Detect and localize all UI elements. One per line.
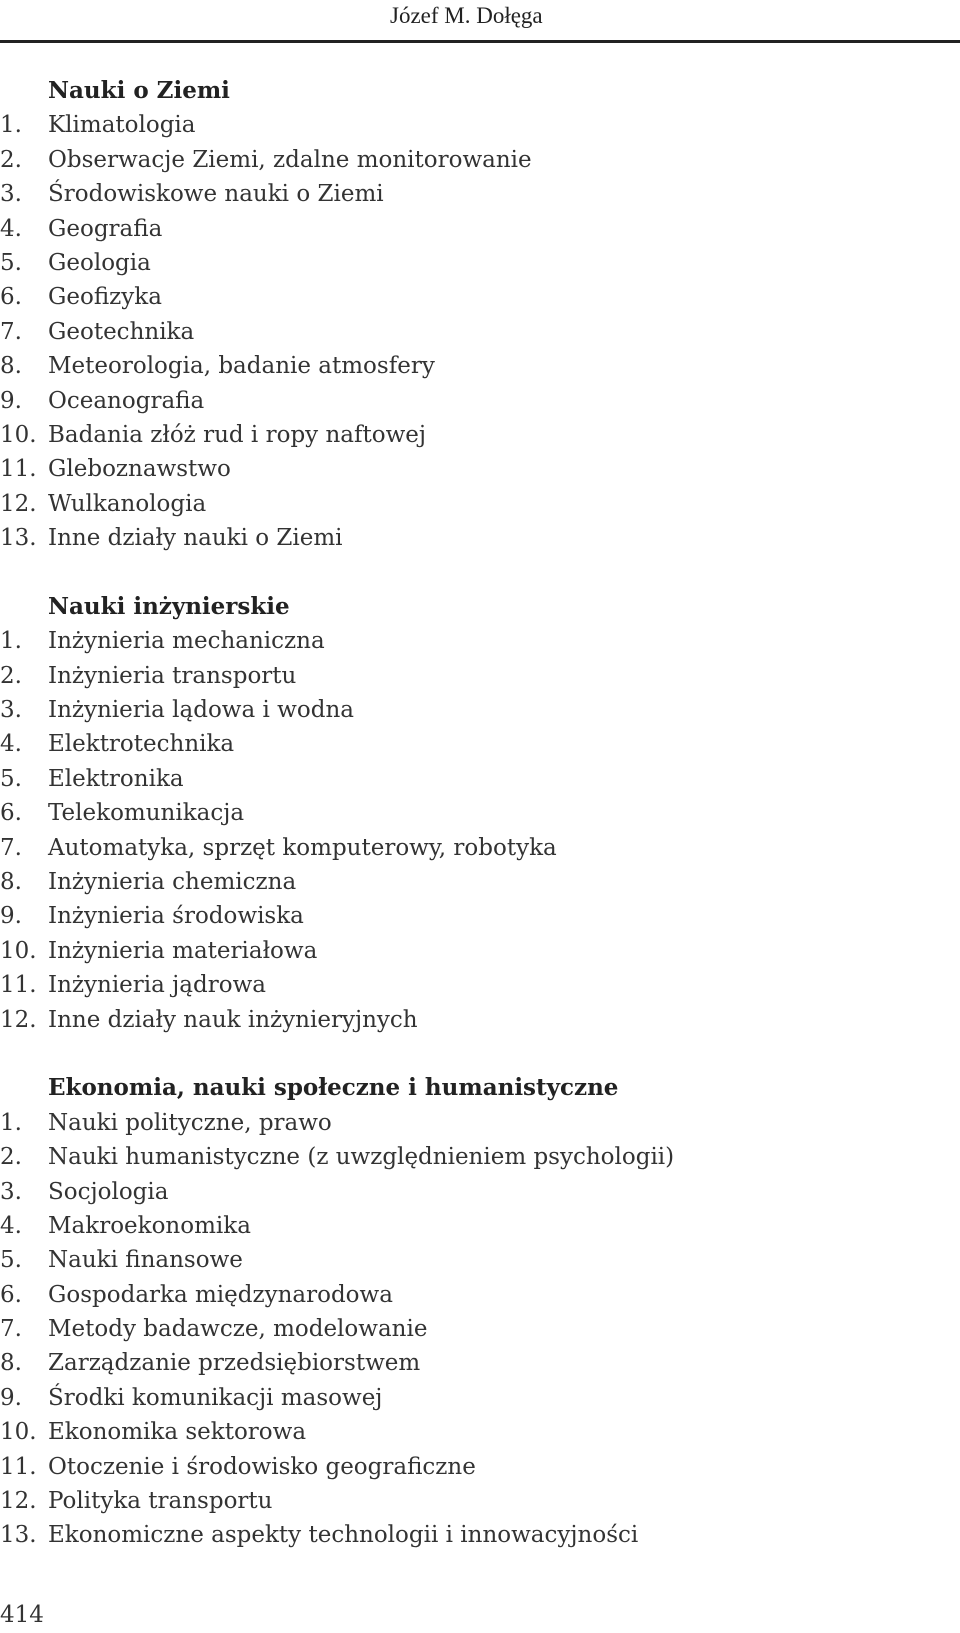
- list-item-text: Elektrotechnika: [48, 731, 235, 758]
- list-item: [0, 659, 960, 693]
- list-item-text: Metody badawcze, modelowanie: [48, 1316, 428, 1343]
- list-item-number: 9.: [0, 903, 22, 930]
- list-item-number: 11.: [0, 456, 37, 483]
- list-item: [0, 1106, 960, 1140]
- list-item: [0, 693, 960, 727]
- list-item: [0, 831, 960, 865]
- list-item: [0, 1140, 960, 1174]
- list-item-text: Socjologia: [48, 1178, 169, 1205]
- page-content: [0, 74, 960, 1553]
- list-item-number: 4.: [0, 215, 22, 242]
- discipline-section: [0, 74, 960, 555]
- list-item-number: 1.: [0, 112, 22, 139]
- list-item-number: 13.: [0, 1522, 37, 1549]
- list-item: [0, 1278, 960, 1312]
- list-item-number: 3.: [0, 181, 22, 208]
- list-item-number: 10.: [0, 421, 37, 448]
- list-item-number: 8.: [0, 868, 22, 895]
- list-item: [0, 143, 960, 177]
- page-number: 414: [0, 1602, 44, 1628]
- section-heading: Ekonomia, nauki społeczne i humanistyczne: [48, 1074, 619, 1102]
- list-item: [0, 968, 960, 1002]
- list-item-text: Ekonomika sektorowa: [48, 1419, 307, 1446]
- list-item: [0, 1518, 960, 1552]
- list-item-text: Inżynieria jądrowa: [48, 972, 266, 999]
- list-item-number: 6.: [0, 284, 22, 311]
- list-item-number: 10.: [0, 1419, 37, 1446]
- list-item-text: Meteorologia, badanie atmosfery: [48, 353, 435, 380]
- list-item-text: Makroekonomika: [48, 1212, 251, 1239]
- list-item-number: 5.: [0, 249, 22, 276]
- list-item-number: 6.: [0, 800, 22, 827]
- list-item-number: 3.: [0, 1178, 22, 1205]
- list-item: [0, 1484, 960, 1518]
- list-item-text: Nauki polityczne, prawo: [48, 1109, 332, 1136]
- list-item-number: 3.: [0, 697, 22, 724]
- list-item-text: Geografia: [48, 215, 163, 242]
- list-item-number: 8.: [0, 353, 22, 380]
- list-item: [0, 1209, 960, 1243]
- list-item: [0, 1175, 960, 1209]
- list-item-text: Geotechnika: [48, 318, 195, 345]
- list-item: [0, 1346, 960, 1380]
- list-item: [0, 1312, 960, 1346]
- list-item-text: Inżynieria lądowa i wodna: [48, 697, 354, 724]
- list-item-number: 7.: [0, 318, 22, 345]
- list-item: [0, 452, 960, 486]
- list-item-text: Inne działy nauk inżynieryjnych: [48, 1006, 418, 1033]
- section-heading: Nauki o Ziemi: [48, 77, 230, 104]
- list-item-text: Ekonomiczne aspekty technologii i innowacyjności: [48, 1522, 639, 1549]
- list-item-text: Środowiskowe nauki o Ziemi: [48, 181, 384, 208]
- list-item-text: Otoczenie i środowisko geograficzne: [48, 1453, 476, 1480]
- list-item: [0, 1003, 960, 1037]
- list-item-number: 13.: [0, 525, 37, 552]
- list-item-text: Geologia: [48, 249, 151, 276]
- list-item-number: 1.: [0, 628, 22, 655]
- list-item-text: Inżynieria chemiczna: [48, 868, 297, 895]
- list-item: [0, 487, 960, 521]
- list-item-text: Nauki finansowe: [48, 1247, 243, 1274]
- list-item: [0, 177, 960, 211]
- list-item-number: 2.: [0, 662, 22, 689]
- list-item: [0, 796, 960, 830]
- list-item-text: Telekomunikacja: [48, 800, 245, 827]
- list-item: [0, 1381, 960, 1415]
- running-head-author: Józef M. Dołęga: [390, 3, 543, 28]
- list-item: [0, 934, 960, 968]
- list-item: [0, 899, 960, 933]
- list-item-number: 1.: [0, 1109, 22, 1136]
- list-item-number: 5.: [0, 1247, 22, 1274]
- list-item-text: Gospodarka międzynarodowa: [48, 1281, 393, 1308]
- list-item: [0, 1450, 960, 1484]
- list-item-number: 8.: [0, 1350, 22, 1377]
- list-item: [0, 418, 960, 452]
- discipline-section: [0, 1071, 960, 1552]
- list-item: [0, 108, 960, 142]
- section-heading: Nauki inżynierskie: [48, 592, 290, 620]
- list-item-number: 4.: [0, 731, 22, 758]
- list-item: [0, 521, 960, 555]
- list-item-text: Inne działy nauki o Ziemi: [48, 525, 343, 552]
- list-item-number: 11.: [0, 1453, 37, 1480]
- list-item: [0, 315, 960, 349]
- list-item-text: Inżynieria materiałowa: [48, 937, 318, 964]
- list-item-text: Klimatologia: [48, 112, 196, 139]
- list-item-number: 2.: [0, 146, 22, 173]
- list-item: [0, 1415, 960, 1449]
- list-item: [0, 865, 960, 899]
- list-item-text: Geofizyka: [48, 284, 162, 311]
- list-item-number: 6.: [0, 1281, 22, 1308]
- list-item: [0, 1243, 960, 1277]
- list-item-number: 5.: [0, 765, 22, 792]
- list-item-text: Inżynieria mechaniczna: [48, 628, 325, 655]
- list-item-number: 10.: [0, 937, 37, 964]
- list-item: [0, 384, 960, 418]
- running-head: [0, 0, 960, 43]
- list-item-text: Gleboznawstwo: [48, 456, 231, 483]
- list-item-text: Elektronika: [48, 765, 184, 792]
- list-item-number: 12.: [0, 1006, 37, 1033]
- list-item-number: 4.: [0, 1212, 22, 1239]
- list-item-number: 9.: [0, 387, 22, 414]
- list-item-number: 12.: [0, 1488, 37, 1515]
- list-item: [0, 280, 960, 314]
- list-item-text: Automatyka, sprzęt komputerowy, robotyka: [48, 834, 557, 861]
- list-item-text: Obserwacje Ziemi, zdalne monitorowanie: [48, 146, 532, 173]
- list-item-number: 12.: [0, 490, 37, 517]
- list-item-text: Środki komunikacji masowej: [48, 1384, 383, 1411]
- list-item: [0, 762, 960, 796]
- list-item-number: 11.: [0, 972, 37, 999]
- list-item: [0, 349, 960, 383]
- list-item: [0, 246, 960, 280]
- list-item-number: 7.: [0, 1316, 22, 1343]
- list-item-text: Zarządzanie przedsiębiorstwem: [48, 1350, 421, 1377]
- list-item-text: Badania złóż rud i ropy naftowej: [48, 421, 427, 448]
- list-item-text: Oceanografia: [48, 387, 205, 414]
- list-item-number: 7.: [0, 834, 22, 861]
- list-item-text: Inżynieria środowiska: [48, 903, 304, 930]
- list-item-text: Polityka transportu: [48, 1488, 273, 1515]
- list-item-text: Nauki humanistyczne (z uwzględnieniem psychologii): [48, 1144, 675, 1171]
- list-item-number: 2.: [0, 1144, 22, 1171]
- list-item-number: 9.: [0, 1384, 22, 1411]
- list-item: [0, 624, 960, 658]
- discipline-section: [0, 590, 960, 1037]
- list-item: [0, 727, 960, 761]
- list-item: [0, 212, 960, 246]
- list-item-text: Wulkanologia: [48, 490, 207, 517]
- list-item-text: Inżynieria transportu: [48, 662, 297, 689]
